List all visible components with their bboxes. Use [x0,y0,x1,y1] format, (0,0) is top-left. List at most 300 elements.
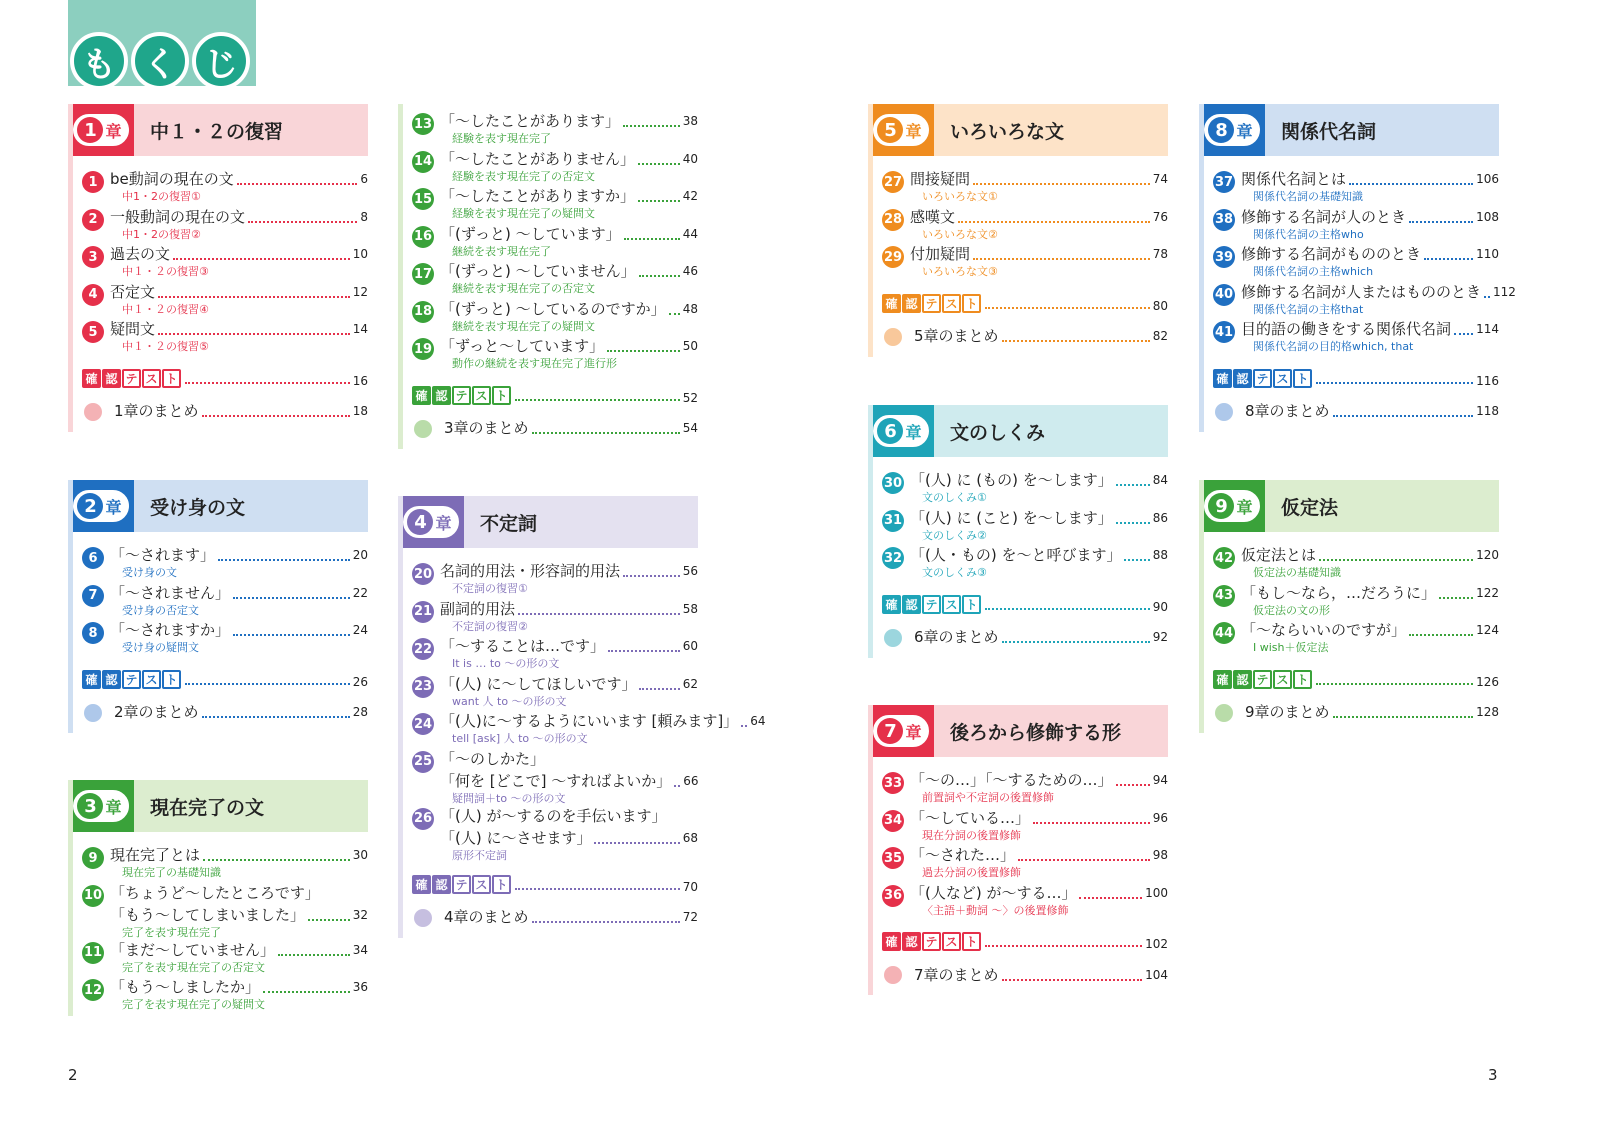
entry-subtitle: 関係代名詞の目的格which, that [1253,340,1414,353]
toc-entry[interactable] [1213,621,1499,659]
leader-dots [1409,634,1473,636]
entry-title-continued: 「もう～してしまいました」 [110,905,306,924]
page-number: 30 [352,848,368,862]
test-char: 認 [1233,670,1252,689]
toc-entry[interactable] [412,600,698,638]
page-number: 50 [682,339,698,353]
page-number: 112 [1493,284,1516,299]
entry-subtitle: 経験を表す現在完了の疑問文 [452,207,595,220]
chapter-badge [1199,480,1265,532]
entry-subtitle: 継続を表す現在完了 [452,244,551,258]
test-char: ト [162,670,181,689]
summary-title: 3章のまとめ [444,419,529,437]
page-number: 62 [682,676,698,691]
entry-title-line [440,807,698,826]
entry-title-line [440,712,766,731]
summary-dot [414,909,432,927]
page-title [70,32,253,90]
test-label [412,875,512,894]
toc-entry[interactable] [882,208,1168,246]
entry-title-line [440,337,698,356]
lesson-number-badge: 15 [412,188,434,210]
page-number: 44 [682,226,698,241]
leader-dots [638,163,680,165]
test-entry[interactable] [882,921,1168,951]
entry-subtitle: want 人 to ～の形の文 [452,694,567,708]
test-char: ス [472,875,491,894]
page-number: 38 [682,114,698,128]
summary-dot [884,966,902,984]
entry-title: 「～の…」「～するための…」 [910,771,1113,789]
test-entry[interactable] [1213,659,1499,689]
chapter-header [1199,480,1499,532]
test-label [882,932,982,951]
leader-dots [607,350,680,352]
lesson-number-badge: 26 [412,808,434,830]
entry-title-line [110,941,368,960]
summary-title: 5章のまとめ [914,327,999,345]
chapter-badge-pill [873,715,928,747]
entry-title: 「(ずっと) ～しています」 [440,224,621,243]
page-number: 60 [682,639,698,653]
leader-dots [594,842,679,844]
summary-title: 4章のまとめ [444,908,529,926]
entry-title: 「～された…」 [910,846,1016,864]
entry-title: 修飾する名詞が人またはもののとき [1241,282,1482,301]
page-number: 122 [1476,585,1499,600]
entry-title: 否定文 [110,282,156,301]
chapter-badge-pill [1204,490,1259,522]
entry-title-line [910,546,1168,565]
page-number: 54 [682,421,698,435]
test-char: ト [492,386,511,405]
lesson-number-badge: 33 [882,772,904,794]
toc-entry[interactable] [82,621,368,659]
summary-dot [884,629,902,647]
entry-subtitle: 経験を表す現在完了の否定文 [452,169,595,183]
entry-title-line [910,208,1168,227]
test-char: 確 [882,595,901,614]
entry-title: 「～することは…です」 [440,637,606,655]
entry-subtitle: 仮定法の文の形 [1253,603,1330,617]
chapter-badge-pill [73,114,128,146]
leader-dots [958,221,1150,223]
lesson-number-badge: 44 [1213,622,1235,644]
chapter-title: 後ろから修飾する形 [950,721,1122,744]
entry-title: 「～したことがありません」 [440,149,636,168]
leader-dots [308,919,350,921]
entry-title-line [440,675,698,694]
toc-entry[interactable] [412,562,698,600]
toc-entry[interactable] [412,675,698,713]
lesson-number-badge: 34 [882,810,904,832]
summary-entry[interactable] [882,618,1168,658]
toc-entry[interactable] [82,170,368,208]
summary-dot [84,704,102,722]
entry-title: 「(人など) が～する…」 [910,883,1077,902]
test-entry[interactable] [82,358,368,388]
toc-entry[interactable] [882,771,1168,809]
entry-subtitle: 継続を表す現在完了の疑問文 [452,319,595,333]
page-number: 42 [682,189,698,203]
test-char: ス [1273,369,1292,388]
page-number: 120 [1476,548,1499,562]
toc-entry[interactable] [82,884,368,941]
leader-dots [233,634,350,636]
entry-title-line [110,978,368,997]
test-label [882,595,982,614]
page-number: 76 [1152,209,1168,224]
toc-entry[interactable] [412,337,698,375]
summary-dot [414,420,432,438]
chapter-section [1199,104,1516,432]
test-entry[interactable] [882,584,1168,614]
test-char: 確 [882,932,901,951]
summary-entry[interactable] [412,898,698,938]
summary-entry[interactable] [412,409,698,449]
page-number-left: 2 [68,1066,78,1084]
page-number: 100 [1145,885,1168,900]
lesson-number-badge: 9 [82,847,104,869]
chapter-number: 2 [77,493,103,519]
chapter-title: いろいろな文 [950,120,1065,143]
page-number: 94 [1152,773,1168,787]
entry-subtitle: 受け身の文 [122,566,177,579]
page-number: 8 [360,209,368,224]
lesson-number-badge: 23 [412,676,434,698]
leader-dots [985,307,1150,309]
page-number: 52 [682,390,698,405]
page-number: 10 [352,247,368,261]
test-char: ト [1293,369,1312,388]
summary-dot [1215,704,1233,722]
leader-dots [278,954,350,956]
entry-title: 「～されます」 [110,546,216,564]
leader-dots [532,921,680,923]
chapter-badge [68,780,134,832]
toc-entry[interactable] [412,300,698,338]
entry-title: 「～している…」 [910,808,1031,827]
toc-entry[interactable] [882,509,1168,547]
page-number: 80 [1152,298,1168,313]
lesson-number-badge: 43 [1213,585,1235,607]
chapter-section [398,496,766,938]
summary-entry[interactable] [82,392,368,432]
leader-dots [624,238,680,240]
entry-subtitle: 仮定法の基礎知識 [1253,566,1341,579]
leader-dots [1316,382,1473,384]
page-number: 20 [352,548,368,562]
chapter-header [68,780,368,832]
test-entry[interactable] [882,283,1168,313]
toc-entry[interactable] [82,584,368,622]
leader-dots [185,382,350,384]
toc-entry[interactable] [412,150,698,188]
page-number: 26 [352,674,368,689]
summary-line [914,327,1168,346]
lesson-number-badge: 3 [82,246,104,268]
test-char: テ [122,670,141,689]
entry-title: 関係代名詞とは [1241,170,1347,188]
chapter-header [68,104,368,156]
leader-dots [173,258,350,260]
entry-title-line [910,771,1168,790]
leader-dots [263,991,350,993]
entry-subtitle: 動作の継続を表す現在完了進行形 [452,357,617,370]
chapter-badge-pill [73,490,128,522]
chapter-label: 章 [905,422,922,442]
entry-subtitle: 中１・２の復習③ [122,265,209,278]
leader-dots [1319,559,1473,561]
toc-entry[interactable] [412,807,698,864]
leader-dots [1002,979,1143,981]
entry-title-continued: 「何を [どこで] ～すればよいか」 [440,771,672,790]
lesson-number-badge: 22 [412,638,434,660]
summary-title: 7章のまとめ [914,965,999,984]
lesson-number-badge: 41 [1213,321,1235,343]
toc-entry[interactable] [882,884,1168,922]
leader-dots [1116,522,1150,524]
lesson-number-badge: 6 [82,547,104,569]
entry-list [68,170,368,432]
toc-entry[interactable] [1213,546,1499,584]
page-number: 72 [682,910,698,924]
chapter-number: 4 [407,509,433,535]
page-number: 90 [1152,599,1168,614]
summary-title: 2章のまとめ [114,703,199,721]
lesson-number-badge: 19 [412,338,434,360]
entry-subtitle: 文のしくみ③ [922,566,987,579]
toc-entry[interactable] [882,546,1168,584]
toc-entry[interactable] [82,283,368,321]
entry-title: 「まだ～していません」 [110,940,276,959]
entry-title-line [440,300,698,319]
lesson-number-badge: 30 [882,472,904,494]
leader-dots [973,258,1150,260]
summary-line [1245,703,1499,722]
summary-dot [884,328,902,346]
lesson-number-badge: 29 [882,246,904,268]
entry-title-line [1241,546,1499,565]
lesson-number-badge: 40 [1213,284,1235,306]
entry-subtitle: 疑問詞＋to ～の形の文 [452,791,566,805]
toc-entry[interactable] [882,170,1168,208]
toc-entry[interactable] [1213,584,1499,622]
toc-entry[interactable] [412,112,698,150]
toc-entry[interactable] [82,320,368,358]
chapter-header [868,104,1168,156]
summary-entry[interactable] [82,693,368,733]
test-char: ト [492,875,511,894]
entry-title: 「～のしかた」 [440,749,546,768]
toc-entry[interactable] [82,245,368,283]
entry-title: 「(人)に～するようにいいます [頼みます]」 [440,712,739,730]
entry-subtitle: 中1・2の復習② [122,227,201,241]
entry-title-line [110,546,368,565]
summary-title: 6章のまとめ [914,628,999,646]
summary-title: 1章のまとめ [114,402,199,420]
lesson-number-badge: 38 [1213,209,1235,231]
leader-dots [1018,859,1150,861]
toc-entry[interactable] [1213,170,1499,208]
entry-subtitle: 文のしくみ② [922,528,987,542]
leader-dots [233,597,350,599]
toc-entry[interactable] [82,208,368,246]
test-char: テ [922,932,941,951]
title-char: じ [192,32,250,90]
leader-dots [202,415,350,417]
entry-title-line [1241,170,1499,189]
entry-title: 「(人) に～してほしいです」 [440,674,637,693]
entry-title-line [910,809,1168,828]
test-char: ト [962,294,981,313]
toc-entry[interactable] [412,712,766,750]
toc-entry[interactable] [82,546,368,584]
entry-title-line [110,906,368,925]
toc-entry[interactable] [1213,320,1499,358]
leader-dots [985,608,1150,610]
entry-title-line [110,170,368,189]
page-number: 22 [352,585,368,600]
entry-title: 一般動詞の現在の文 [110,207,246,226]
summary-line [444,908,698,927]
toc-entry[interactable] [882,471,1168,509]
leader-dots [518,613,680,615]
entry-title: be動詞の現在の文 [110,170,234,188]
entry-subtitle: 前置詞や不定詞の後置修飾 [922,791,1054,804]
leader-dots [973,183,1150,185]
toc-entry[interactable] [1213,208,1499,246]
test-char: ス [142,670,161,689]
entry-title-line [1241,245,1499,264]
leader-dots [1002,340,1150,342]
test-char: ス [942,294,961,313]
summary-entry[interactable] [1213,392,1499,432]
lesson-number-badge: 7 [82,585,104,607]
entry-title-continued: 「(人) に～させます」 [440,828,592,847]
chapter-title: 中１・２の復習 [150,120,284,143]
test-char: ト [162,369,181,388]
entry-title: 「(人・もの) を～と呼びます」 [910,546,1122,564]
leader-dots [1349,183,1473,185]
test-entry[interactable] [412,375,698,405]
toc-entry[interactable] [82,941,368,979]
toc-entry[interactable] [882,809,1168,847]
entry-subtitle: 完了を表す現在完了の否定文 [122,960,265,974]
entry-subtitle: いろいろな文① [922,190,998,203]
chapter-badge [398,496,464,548]
test-char: 確 [82,369,101,388]
chapter-section [868,405,1168,658]
toc-entry[interactable] [1213,282,1516,321]
summary-entry[interactable] [882,955,1168,995]
entry-title-line [440,600,698,619]
leader-dots [985,945,1142,947]
page-number: 24 [352,623,368,637]
test-char: ス [942,595,961,614]
chapter-badge [68,480,134,532]
toc-entry[interactable] [882,846,1168,884]
toc-entry[interactable] [412,637,698,675]
page-number: 40 [682,151,698,166]
chapter-number: 6 [877,418,903,444]
entry-list [398,112,698,449]
lesson-number-badge: 5 [82,321,104,343]
page-number: 6 [360,172,368,186]
entry-title-line [440,225,698,244]
test-char: 確 [882,294,901,313]
test-entry[interactable] [412,864,698,894]
lesson-number-badge: 1 [82,171,104,193]
entry-subtitle: It is … to ～の形の文 [452,657,560,670]
leader-dots [1333,415,1474,417]
entry-title-line [440,187,698,206]
toc-entry[interactable] [412,750,698,807]
summary-entry[interactable] [1213,693,1499,733]
entry-title-line [910,846,1168,865]
lesson-number-badge: 11 [82,942,104,964]
toc-entry[interactable] [412,187,698,225]
entry-subtitle: いろいろな文② [922,227,998,241]
chapter-title: 現在完了の文 [150,796,265,819]
leader-dots [1409,221,1473,223]
leader-dots [623,125,680,127]
lesson-number-badge: 32 [882,547,904,569]
summary-entry[interactable] [882,317,1168,357]
leader-dots [623,575,680,577]
page-number: 126 [1476,674,1499,689]
entry-title-line [110,320,368,339]
entry-list [1199,170,1516,432]
leader-dots [158,333,350,335]
entry-subtitle: 関係代名詞の主格that [1253,302,1364,316]
entry-title-line [440,637,698,656]
test-char: 認 [902,932,921,951]
toc-entry[interactable] [1213,245,1499,283]
entry-list [868,471,1168,658]
toc-entry[interactable] [82,846,368,884]
test-char: テ [452,386,471,405]
test-char: ト [1293,670,1312,689]
test-char: 認 [1233,369,1252,388]
lesson-number-badge: 39 [1213,246,1235,268]
test-label [1213,369,1313,388]
leader-dots [1454,333,1473,335]
page-number: 12 [352,284,368,299]
chapter-badge [68,104,134,156]
test-entry[interactable] [82,659,368,689]
toc-entry[interactable] [882,245,1168,283]
toc-entry[interactable] [412,225,698,263]
leader-dots [1033,822,1150,824]
chapter-badge-pill [73,790,128,822]
page-number: 56 [682,564,698,578]
leader-dots [608,650,680,652]
title-char: も [70,32,128,90]
chapter-section [68,104,368,432]
entry-title: 感嘆文 [910,207,956,226]
toc-entry[interactable] [412,262,698,300]
test-entry[interactable] [1213,358,1499,388]
entry-subtitle: 〈主語＋動詞 ～〉の後置修飾 [922,903,1069,917]
entry-title: 仮定法とは [1241,546,1317,564]
page-number: 16 [352,373,368,388]
chapter-label: 章 [105,121,122,141]
toc-entry[interactable] [82,978,368,1016]
summary-line [114,703,368,722]
entry-title-line [440,562,698,581]
entry-title: 「(人) に (こと) を～します」 [910,508,1113,527]
